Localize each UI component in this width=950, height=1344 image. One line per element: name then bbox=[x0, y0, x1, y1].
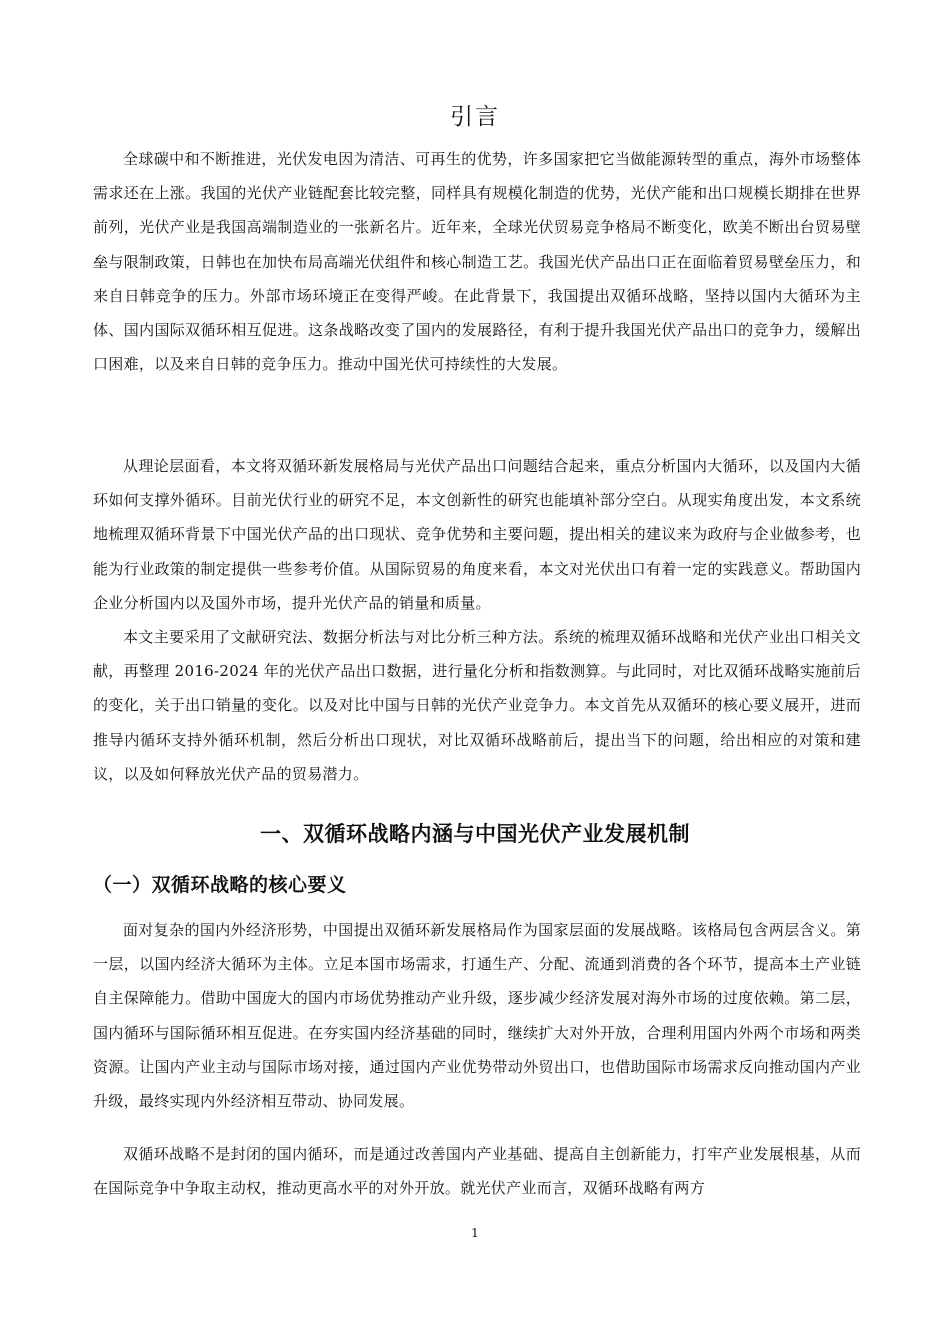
page-title: 引言 bbox=[450, 104, 500, 130]
intro-paragraph-2: 从理论层面看，本文将双循环新发展格局与光伏产品出口问题结合起来，重点分析国内大循环，以及国内大循环如何支撑外循环。目前光伏行业的研究不足，本文创新性的研究也能填补部分空白。从现实角度出发，本文系统地梳理双循环背景下中国光伏产品的出口现状、竞争优势和主要问题，提出相关的建议来为政府与企业做参考，也能为行业政策的制定提供一些参考价值。从国际贸易的角度来看，本文对光伏出口有着一定的实践意义。帮助国内企业分析国内以及国外市场，提升光伏产品的销量和质量。 bbox=[93, 457, 861, 612]
section-paragraph-1: 面对复杂的国内外经济形势，中国提出双循环新发展格局作为国家层面的发展战略。该格局包含两层含义。第一层，以国内经济大循环为主体。立足本国市场需求，打通生产、分配、流通到消费的各个环节，提高本土产业链自主保障能力。借助中国庞大的国内市场优势推动产业升级，逐步减少经济发展对海外市场的过度依赖。第二层，国内循环与国际循环相互促进。在夯实国内经济基础的同时，继续扩大对外开放，合理利用国内外两个市场和两类资源。让国内产业主动与国际市场对接，通过国内产业优势带动外贸出口，也借助国际市场需求反向推动国内产业升级，最终实现内外经济相互带动、协同发展。 bbox=[93, 921, 861, 1111]
intro-paragraph-1: 全球碳中和不断推进，光伏发电因为清洁、可再生的优势，许多国家把它当做能源转型的重点，海外市场整体需求还在上涨。我国的光伏产业链配套比较完整，同样具有规模化制造的优势，光伏产能和出口规模长期排在世界前列，光伏产业是我国高端制造业的一张新名片。近年来，全球光伏贸易竞争格局不断变化，欧美不断出台贸易壁垒与限制政策，日韩也在加快布局高端光伏组件和核心制造工艺。我国光伏产品出口正在面临着贸易壁垒压力，和来自日韩竞争的压力。外部市场环境正在变得严峻。在此背景下，我国提出双循环战略，坚持以国内大循环为主体、国内国际双循环相互促进。这条战略改变了国内的发展路径，有利于提升我国光伏产品出口的竞争力，缓解出口困难，以及来自日韩的竞争压力。推动中国光伏可持续性的大发展。 bbox=[93, 150, 861, 374]
section-heading: （一）双循环战略的核心要义 bbox=[93, 874, 347, 896]
chapter-heading: 一、双循环战略内涵与中国光伏产业发展机制 bbox=[260, 822, 690, 846]
section-paragraph-2: 双循环战略不是封闭的国内循环，而是通过改善国内产业基础、提高自主创新能力，打牢产业发展根基，从而在国际竞争中争取主动权，推动更高水平的对外开放。就光伏产业而言，双循环战略有两方 bbox=[93, 1145, 861, 1198]
intro-paragraph-3: 本文主要采用了文献研究法、数据分析法与对比分析三种方法。系统的梳理双循环战略和光伏产业出口相关文献，再整理 2016-2024 年的光伏产品出口数据，进行量化分析和指数测算。与此同时，对比双循环战略实施前后的变化，关于出口销量的变化。以及对比中国与日韩的光伏产业竞争力。本文首先从双循环的核心要义展开，进而推导内循环支持外循环机制，然后分析出口现状，对比双循环战略前后，提出当下的问题，给出相应的对策和建议，以及如何释放光伏产品的贸易潜力。 bbox=[93, 628, 861, 783]
page-number: 1 bbox=[471, 1226, 479, 1240]
